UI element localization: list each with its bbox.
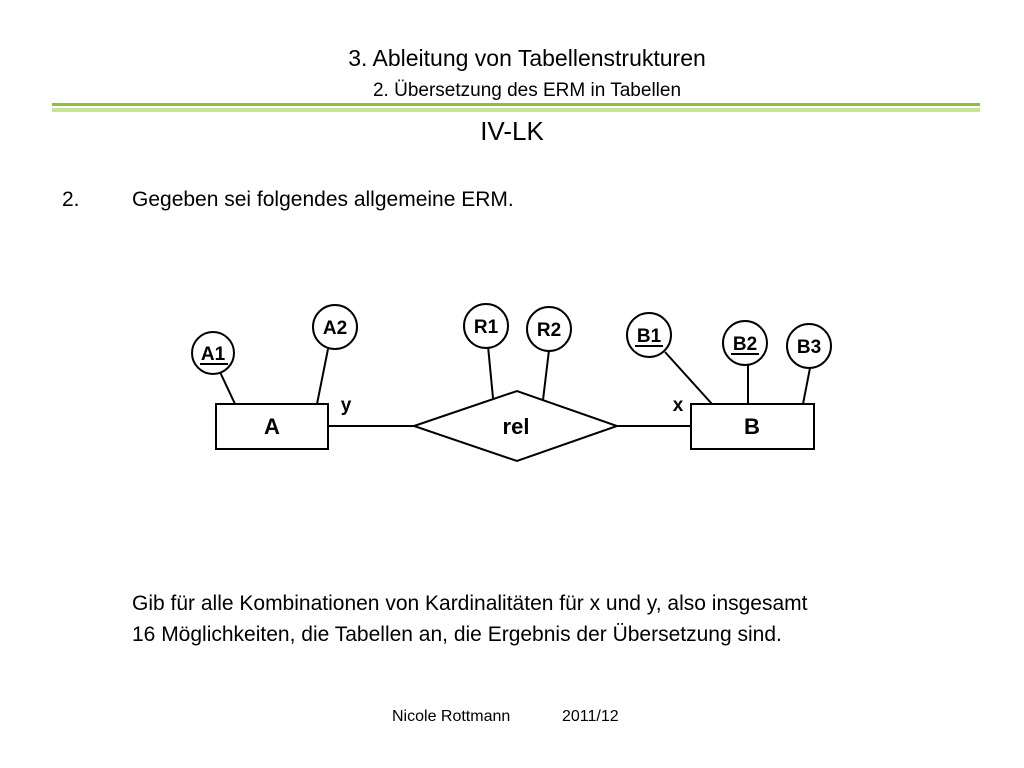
relationship-label: rel: [502, 414, 530, 439]
connector-a2: [317, 349, 328, 404]
attribute-b1-label: B1: [636, 326, 662, 347]
attribute-r1-label: R1: [473, 317, 499, 338]
connector-a1: [220, 372, 235, 404]
slide-subtitle: 2. Übersetzung des ERM in Tabellen: [372, 80, 682, 101]
slide-title: 3. Ableitung von Tabellenstrukturen: [348, 45, 706, 71]
connector-r2: [543, 350, 549, 400]
footer-author: Nicole Rottmann: [392, 708, 511, 725]
task-line: 16 Möglichkeiten, die Tabellen an, die Ergebnis der Übersetzung sind.: [132, 623, 782, 646]
cardinality-x: x: [672, 395, 684, 416]
attribute-a2-label: A2: [322, 318, 348, 339]
list-item-number: 2.: [62, 188, 80, 211]
attribute-r2-label: R2: [536, 320, 562, 341]
attribute-b2-label: B2: [732, 334, 758, 355]
footer-term: 2011/12: [562, 708, 619, 725]
intro-text: Gegeben sei folgendes allgemeine ERM.: [132, 188, 514, 211]
connector-r1: [488, 346, 493, 398]
entity-a-label: A: [264, 414, 280, 439]
entity-b-label: B: [744, 414, 760, 439]
task-text: [132, 588, 992, 650]
task-line: Gib für alle Kombinationen von Kardinalitäten für x und y, also insgesamt: [132, 592, 808, 615]
attribute-b3-label: B3: [796, 337, 822, 358]
section-label: IV-LK: [480, 116, 544, 146]
attribute-a1-label: A1: [200, 344, 226, 365]
connector-b3: [803, 368, 810, 404]
cardinality-y: y: [340, 395, 352, 416]
